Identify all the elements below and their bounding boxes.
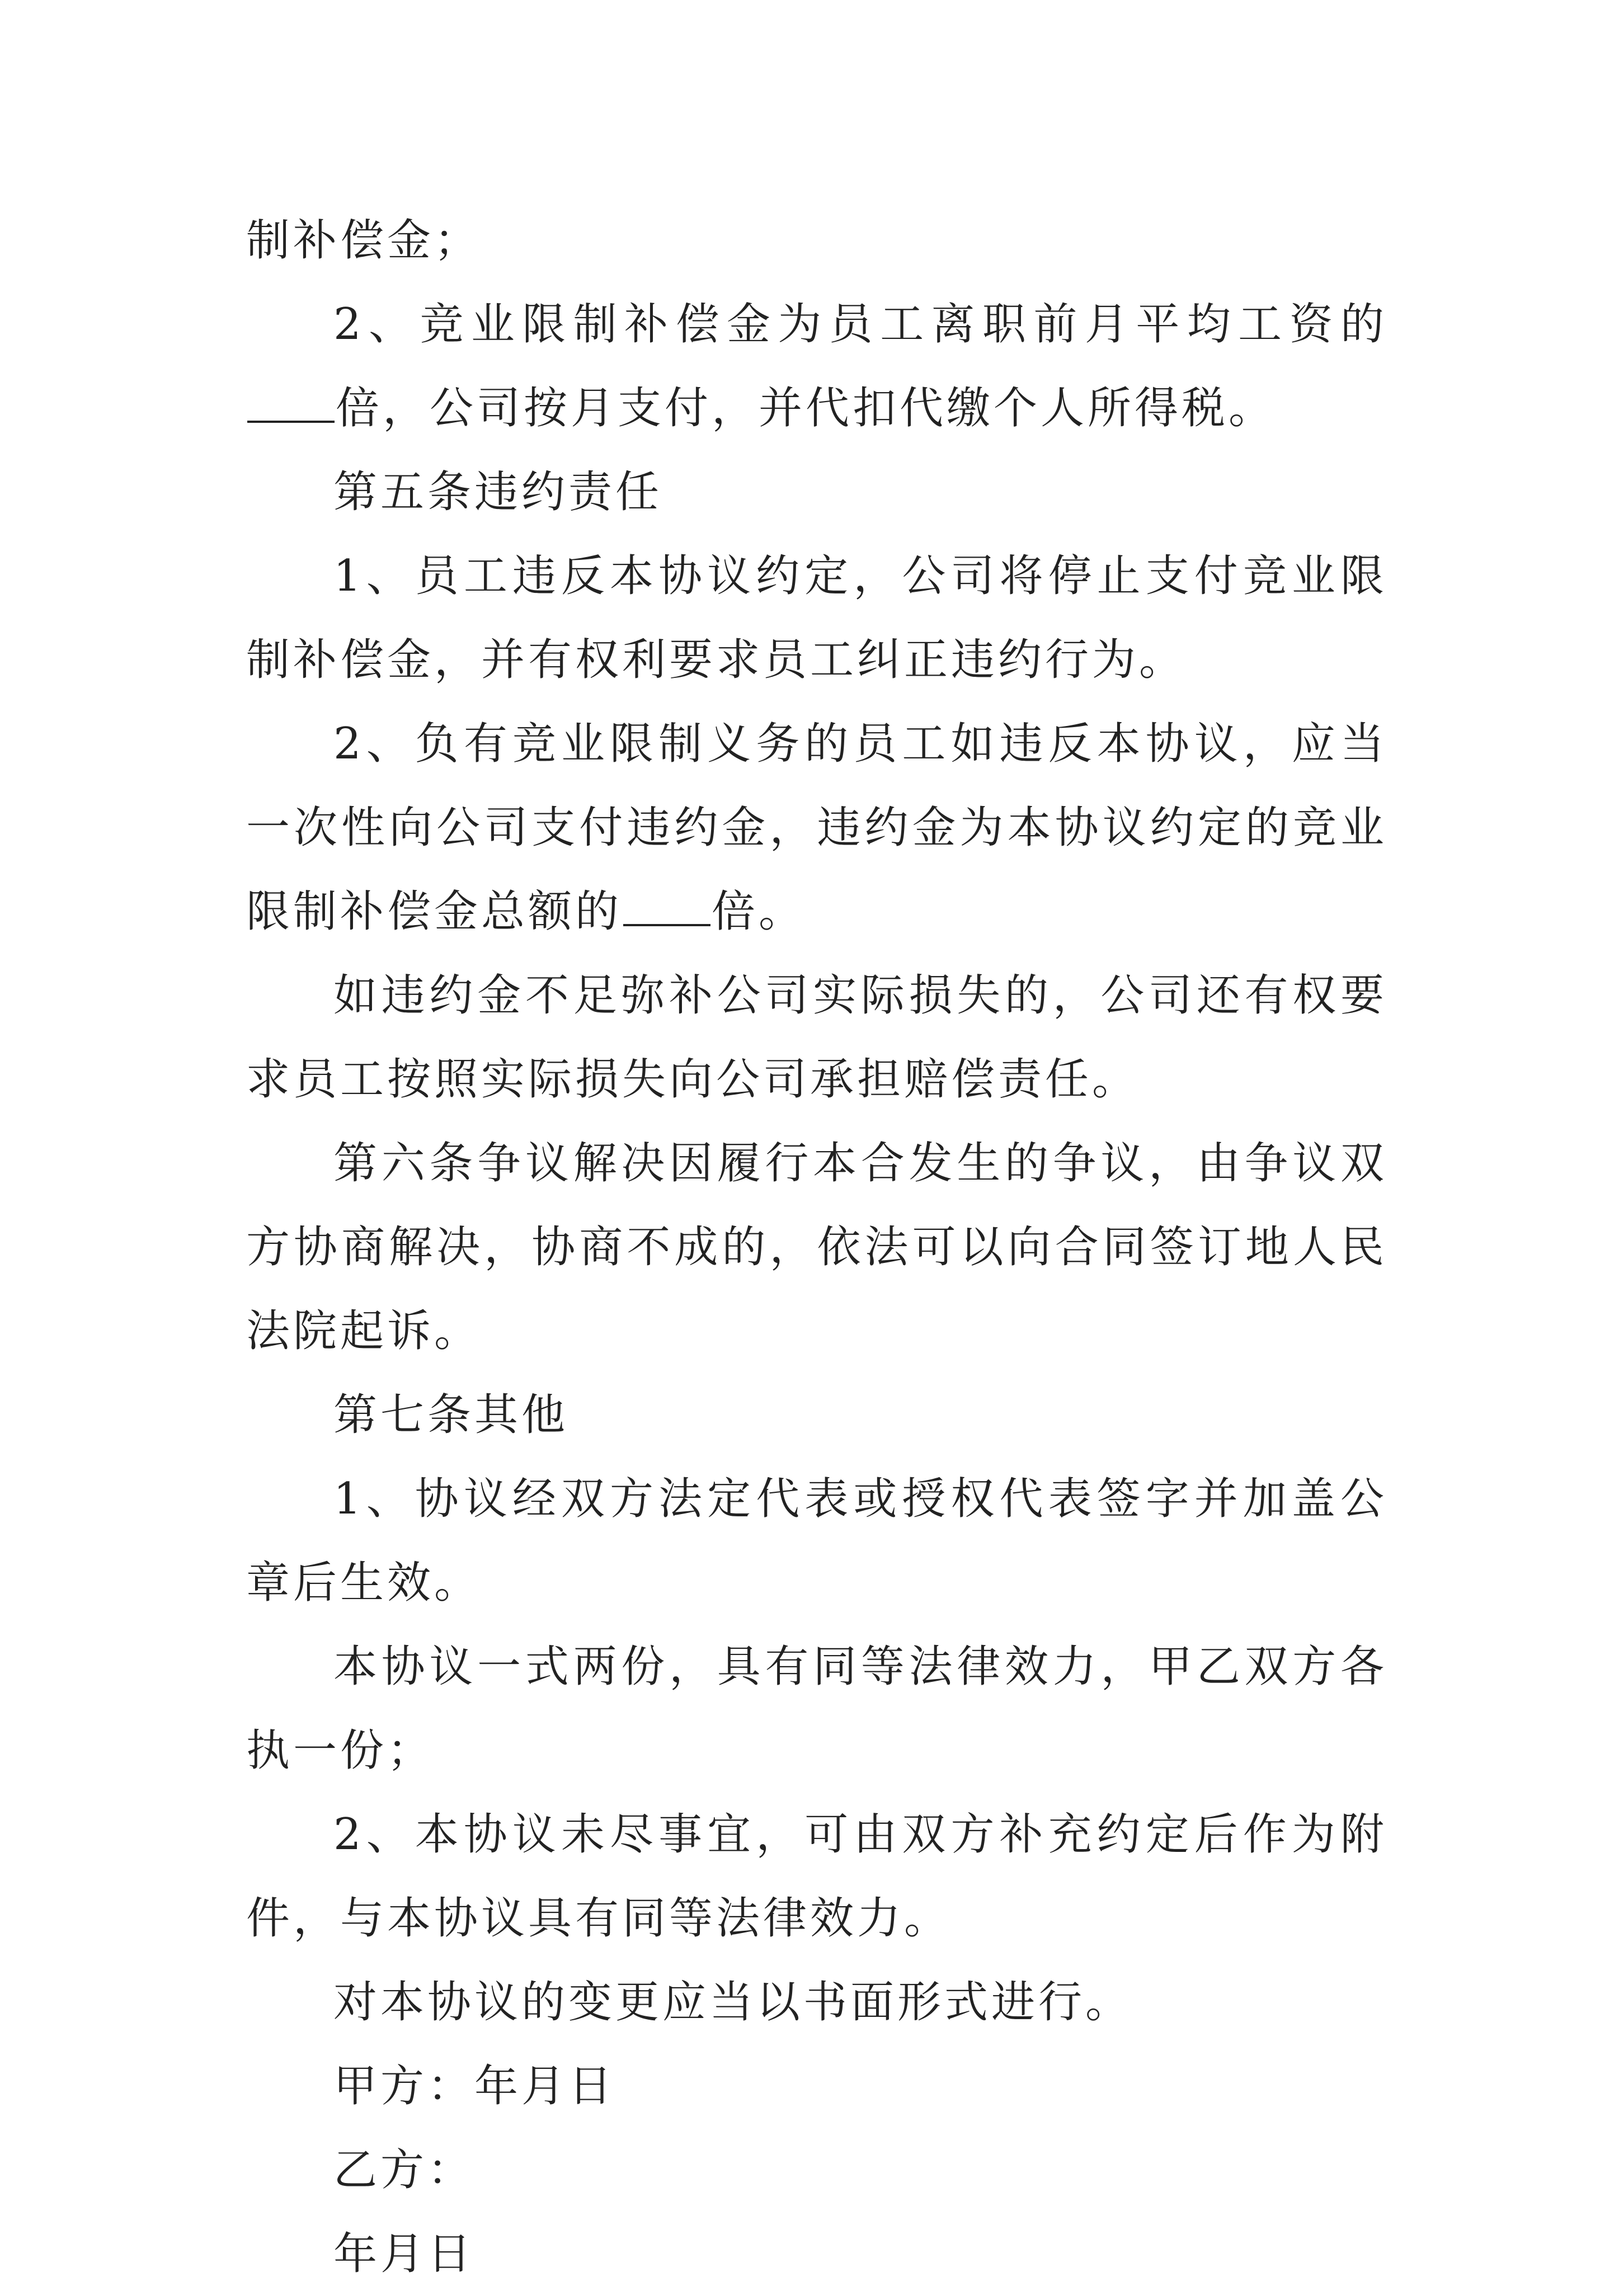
paragraph-breach-stop-payment: 1、员工违反本协议约定，公司将停止支付竞业限制补偿金，并有权利要求员工纠正违约行为。 — [246, 551, 1387, 685]
paragraph-breach-penalty-after: 倍。 — [712, 887, 806, 937]
paragraph-compensation-amount-after: 倍，公司按月支付，并代扣代缴个人所得税。 — [336, 383, 1276, 433]
paragraph-compensation-amount-before: 2、竞业限制补偿金为员工离职前月平均工资的 — [333, 299, 1387, 350]
paragraph-breach-penalty — [246, 702, 1387, 954]
paragraph-breach-penalty-before: 2、负有竞业限制义务的员工如违反本协议，应当一次性向公司支付违约金，违约金为本协议约定的竞业限制补偿金总额的 — [246, 719, 1387, 937]
fill-in-blank-multiplier — [247, 387, 335, 423]
paragraph-compensation-end: 制补偿金； — [246, 215, 482, 266]
signature-party-a: 甲方：年月日 — [333, 2061, 616, 2111]
heading-article-7: 第七条其他 — [333, 1390, 569, 1440]
signature-party-b: 乙方： — [333, 2145, 475, 2195]
document-body — [246, 199, 1387, 2296]
heading-article-5: 第五条违约责任 — [333, 467, 663, 517]
heading-article-6-dispute: 第六条争议解决因履行本合发生的争议，由争议双方协商解决，协商不成的，依法可以向合同签订地人民法院起诉。 — [246, 1138, 1387, 1356]
paragraph-effective: 1、协议经双方法定代表或授权代表签字并加盖公章后生效。 — [246, 1474, 1387, 1608]
paragraph-amendment: 对本协议的变更应当以书面形式进行。 — [333, 1977, 1133, 2028]
paragraph-compensation-amount — [246, 282, 1387, 450]
paragraph-additional-damages: 如违约金不足弥补公司实际损失的，公司还有权要求员工按照实际损失向公司承担赔偿责任。 — [246, 970, 1387, 1105]
signature-date: 年月日 — [333, 2229, 475, 2279]
fill-in-blank-penalty-multiplier — [623, 890, 710, 926]
paragraph-supplement: 2、本协议未尽事宜，可由双方补充约定后作为附件，与本协议具有同等法律效力。 — [246, 1809, 1387, 1944]
paragraph-copies: 本协议一式两份，具有同等法律效力，甲乙双方各执一份； — [246, 1642, 1387, 1776]
